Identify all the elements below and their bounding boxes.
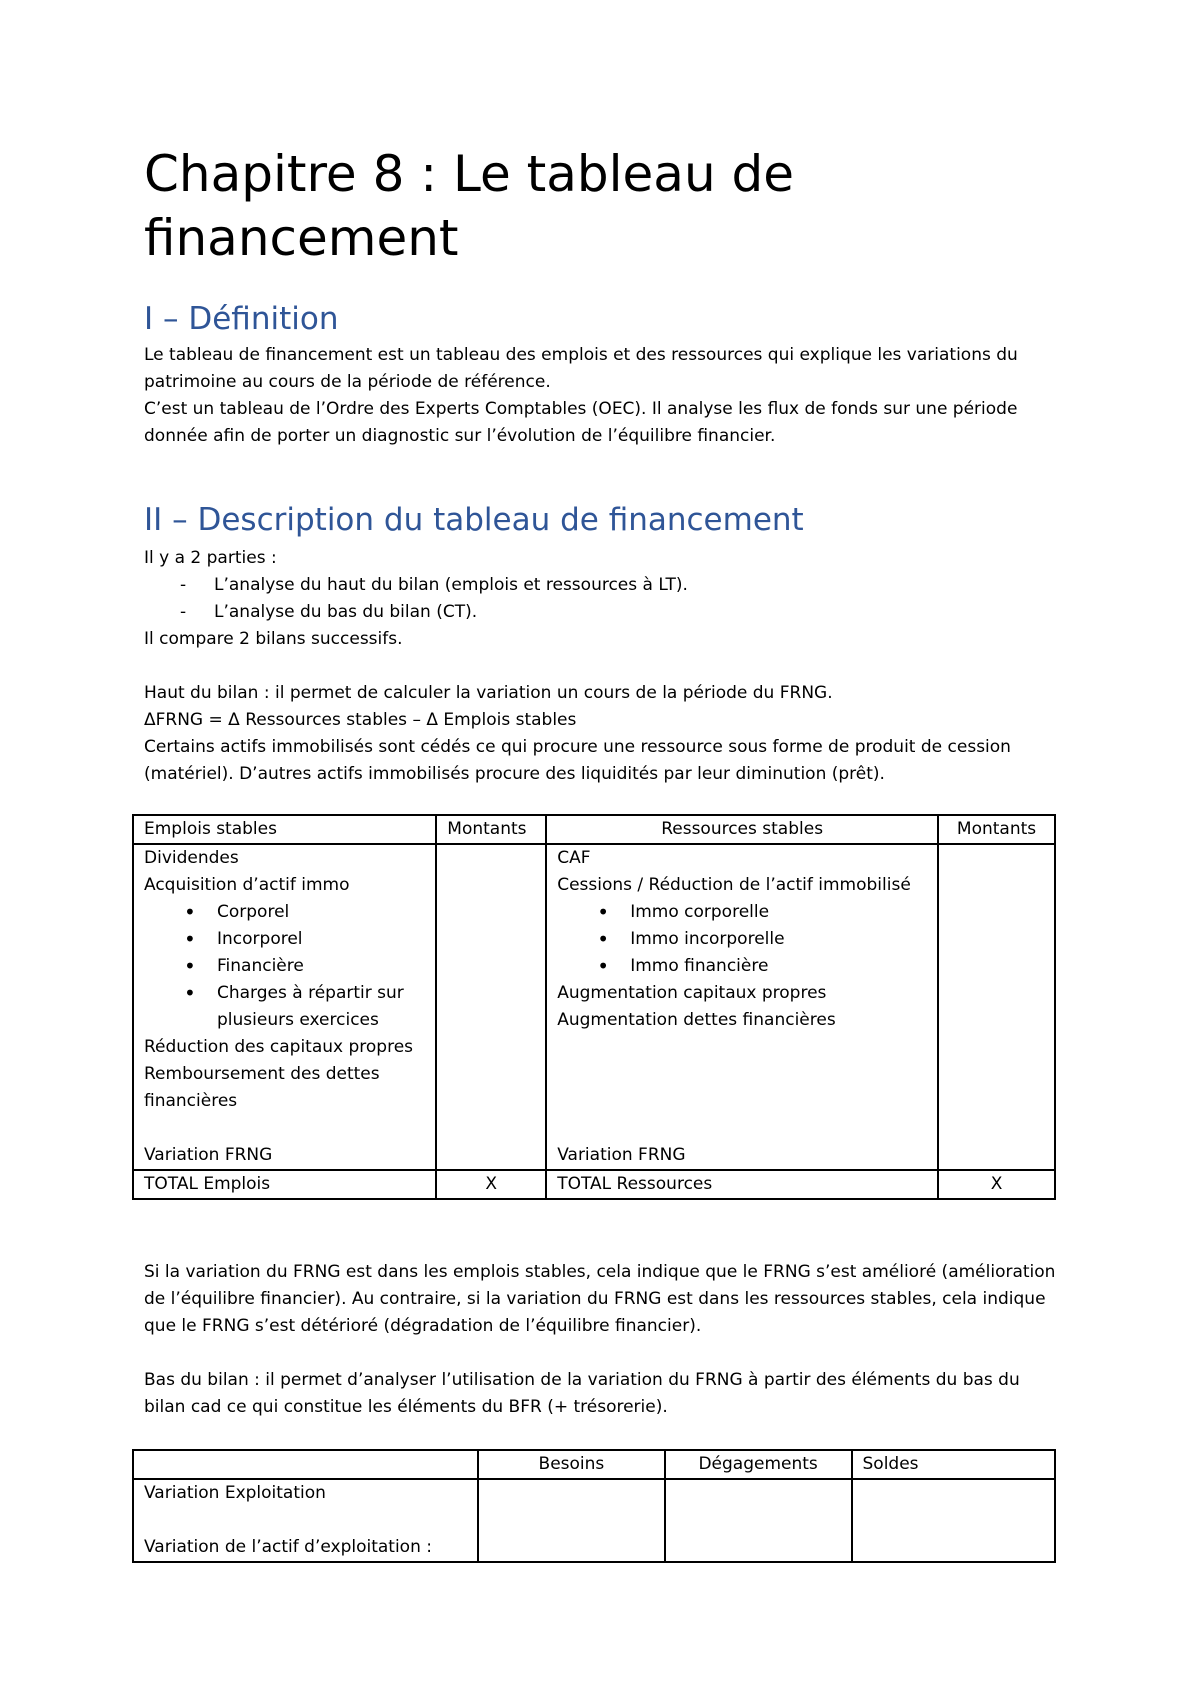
emplois-remboursement: Remboursement des dettes financières (144, 1064, 380, 1111)
montants-emplois-cell (436, 844, 546, 1170)
degagements-cell (665, 1479, 852, 1562)
compare-text: Il compare 2 bilans successifs. (144, 629, 403, 649)
header-besoins: Besoins (478, 1450, 665, 1479)
page-title: Chapitre 8 : Le tableau de financement (144, 145, 795, 267)
besoins-cell (478, 1479, 665, 1562)
heading-definition: I – Définition (144, 301, 339, 337)
description-text (144, 545, 1064, 788)
header-emplois: Emplois stables (133, 815, 436, 844)
header-soldes: Soldes (852, 1450, 1056, 1479)
table-header-row (133, 1450, 1055, 1479)
header-montants-2: Montants (938, 815, 1055, 844)
total-ressources-x: X (938, 1170, 1055, 1199)
list-item: • Corporel (144, 899, 425, 926)
header-ressources: Ressources stables (546, 815, 938, 844)
header-degagements: Dégagements (665, 1450, 852, 1479)
total-emplois-x: X (436, 1170, 546, 1199)
conclusion-text (144, 1259, 1064, 1421)
list-item: - L’analyse du bas du bilan (CT). (144, 599, 1064, 626)
definition-para-1: Le tableau de financement est un tableau des emplois et des ressources qui explique les variations du patrimoine au cours de la période de référence. (144, 345, 1018, 392)
parts-list (144, 572, 1064, 626)
si-text: Si la variation du FRNG est dans les emplois stables, cela indique que le FRNG s’est amélioré (amélioration de l’équilibre financier). Au contraire, si la variation du FRNG est dans les ressources stables, cela indique que le FRNG s’est détérioré (dégradation de l’équilibre financier). (144, 1262, 1056, 1336)
list-item: • Immo corporelle (557, 899, 927, 926)
ressources-augcap: Augmentation capitaux propres (557, 983, 827, 1003)
list-item: • Charges à répartir sur plusieurs exercices (144, 980, 425, 1034)
emplois-list (144, 899, 425, 1034)
heading-description: II – Description du tableau de financement (144, 502, 804, 538)
financing-table (132, 814, 1056, 1200)
variation-actif: Variation de l’actif d’exploitation : (144, 1537, 432, 1557)
ressources-cessions: Cessions / Réduction de l’actif immobilisé (557, 875, 911, 895)
variation-exploitation: Variation Exploitation (144, 1483, 326, 1503)
parts-intro: Il y a 2 parties : (144, 548, 277, 568)
table-total-row (133, 1170, 1055, 1199)
header-empty (133, 1450, 478, 1479)
total-ressources: TOTAL Ressources (546, 1170, 938, 1199)
definition-para-2: C’est un tableau de l’Ordre des Experts Comptables (OEC). Il analyse les flux de fonds sur une période donnée afin de porter un diagnostic sur l’évolution de l’équilibre financier. (144, 399, 1018, 446)
frng-formula: ΔFRNG = Δ Ressources stables – Δ Emplois stables (144, 710, 577, 730)
emplois-cell (133, 844, 436, 1170)
montants-ressources-cell (938, 844, 1055, 1170)
certains-text: Certains actifs immobilisés sont cédés ce qui procure une ressource sous forme de produit de cession (matériel). D’autres actifs immobilisés procure des liquidités par leur diminution (prêt). (144, 737, 1011, 784)
total-emplois: TOTAL Emplois (133, 1170, 436, 1199)
haut-bilan-text: Haut du bilan : il permet de calculer la variation un cours de la période du FRNG. (144, 683, 833, 703)
list-item: • Immo financière (557, 953, 927, 980)
definition-text (144, 342, 1064, 450)
table-row (133, 1479, 1055, 1562)
soldes-cell (852, 1479, 1056, 1562)
ressources-list (557, 899, 927, 980)
list-item: • Financière (144, 953, 425, 980)
list-item: - L’analyse du haut du bilan (emplois et ressources à LT). (144, 572, 1064, 599)
ressources-variation: Variation FRNG (557, 1145, 686, 1165)
bas-bilan-text: Bas du bilan : il permet d’analyser l’utilisation de la variation du FRNG à partir des éléments du bas du bilan cad ce qui constitue les éléments du BFR (+ trésorerie). (144, 1370, 1020, 1417)
list-item: • Incorporel (144, 926, 425, 953)
emplois-acquisition: Acquisition d’actif immo (144, 875, 350, 895)
ressources-caf: CAF (557, 848, 591, 868)
list-item: • Immo incorporelle (557, 926, 927, 953)
table-row (133, 844, 1055, 1170)
emplois-variation: Variation FRNG (144, 1145, 273, 1165)
bas-bilan-table (132, 1449, 1056, 1563)
variation-cell (133, 1479, 478, 1562)
table-header-row (133, 815, 1055, 844)
header-montants-1: Montants (436, 815, 546, 844)
emplois-reduction: Réduction des capitaux propres (144, 1037, 414, 1057)
ressources-augdettes: Augmentation dettes financières (557, 1010, 836, 1030)
ressources-cell (546, 844, 938, 1170)
emplois-dividendes: Dividendes (144, 848, 239, 868)
